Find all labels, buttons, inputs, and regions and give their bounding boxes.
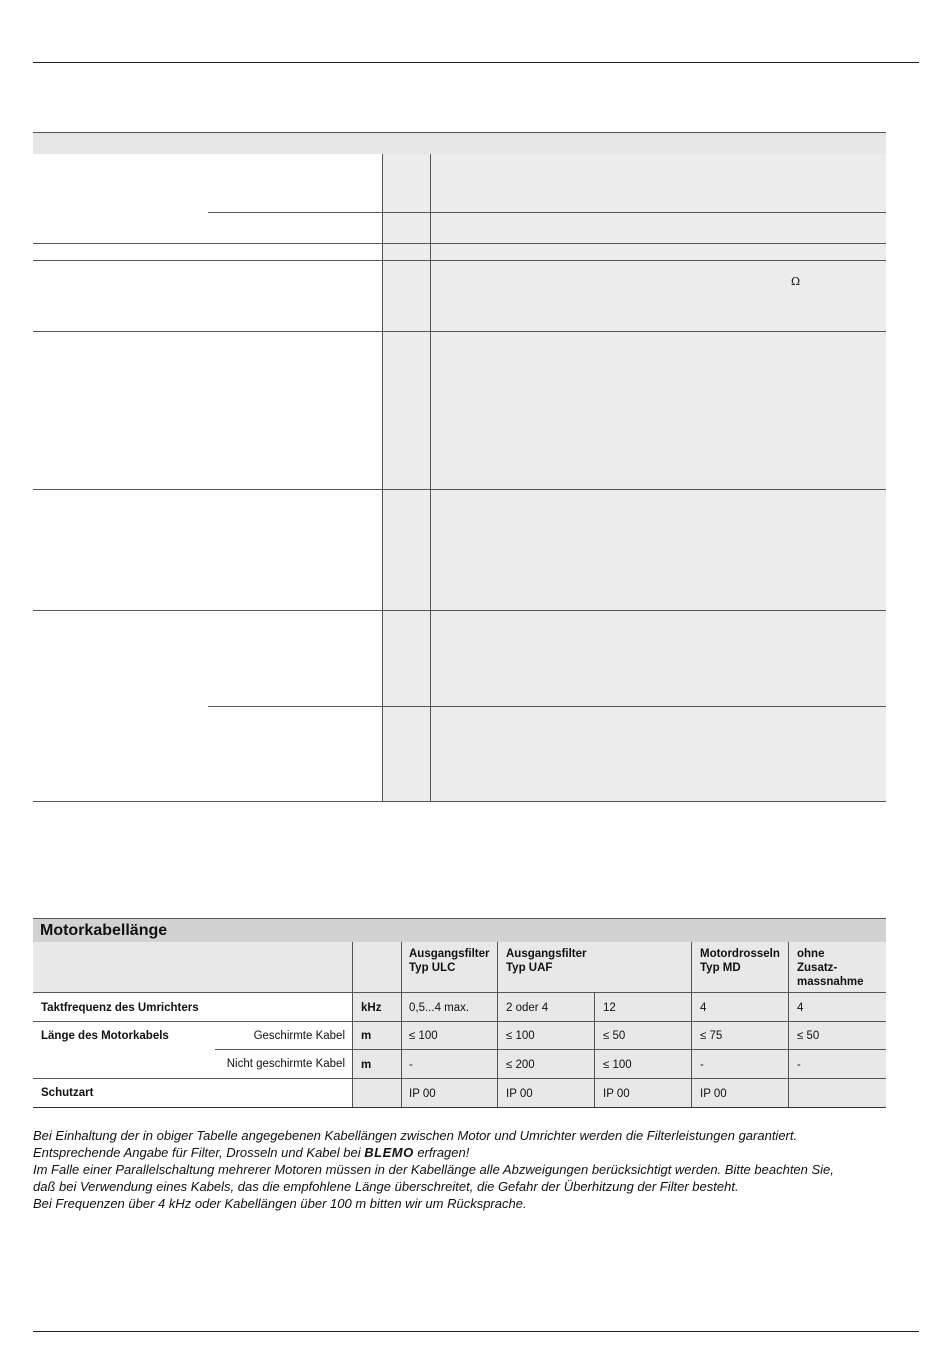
unit-m-nicht: m: [361, 1059, 372, 1071]
spec-table-unit-column: [382, 154, 430, 802]
table-title: Motorkabellänge: [40, 922, 168, 939]
bottom-rule: [33, 1331, 919, 1332]
cell-takt-uaf-b: 12: [603, 1002, 616, 1014]
cell-schutz-md: IP 00: [700, 1088, 727, 1100]
brand-logo: BLEMO: [364, 1145, 414, 1160]
top-rule: [33, 62, 919, 63]
row-label-laenge: Länge des Motorkabels: [41, 1030, 169, 1042]
footnote-line-2: Entsprechende Angabe für Filter, Drosseln und Kabel bei BLEMO erfragen!: [33, 1145, 470, 1160]
header-uaf: Ausgangsfilter Typ UAF: [506, 948, 587, 974]
motor-cable-title-bar: [33, 918, 886, 942]
row-label-taktfrequenz: Taktfrequenz des Umrichters: [41, 1002, 199, 1014]
cell-takt-uaf-a: 2 oder 4: [506, 1002, 549, 1014]
cell-geschirmt-ulc: ≤ 100: [409, 1030, 438, 1042]
footnote-line-1: Bei Einhaltung der in obiger Tabelle angegebenen Kabellängen zwischen Motor und Umrichter werden die Filterleistungen garantiert.: [33, 1128, 798, 1143]
cell-takt-ulc: 0,5...4 max.: [409, 1002, 470, 1014]
cell-nicht-md: -: [700, 1059, 704, 1071]
cell-takt-ohne: 4: [797, 1002, 804, 1014]
spec-table-value-column: [430, 154, 886, 802]
header-md: Motordrosseln Typ MD: [700, 948, 780, 974]
footnote-line-4: daß bei Verwendung eines Kabels, das die empfohlene Länge überschreitet, die Gefahr der Überhitzung der Filter besteht.: [33, 1179, 739, 1194]
spec-table: [33, 132, 886, 802]
cell-nicht-uaf-b: ≤ 100: [603, 1059, 632, 1071]
footnote-line-5: Bei Frequenzen über 4 kHz oder Kabellängen über 100 m bitten wir um Rücksprache.: [33, 1196, 527, 1211]
cell-schutz-uaf-b: IP 00: [603, 1088, 630, 1100]
cell-takt-md: 4: [700, 1002, 707, 1014]
motor-cable-table: [33, 918, 886, 1108]
cell-nicht-ulc: -: [409, 1059, 413, 1071]
spec-table-header: [33, 132, 886, 154]
sublabel-geschirmt: Geschirmte Kabel: [253, 1030, 345, 1042]
row-label-schutzart: Schutzart: [41, 1087, 94, 1099]
header-ohne: ohne Zusatz- massnahme: [797, 948, 864, 988]
cell-nicht-ohne: -: [797, 1059, 801, 1071]
cell-geschirmt-md: ≤ 75: [700, 1030, 723, 1042]
cell-geschirmt-uaf-b: ≤ 50: [603, 1030, 626, 1042]
cell-geschirmt-uaf-a: ≤ 100: [506, 1030, 535, 1042]
unit-khz: kHz: [361, 1002, 382, 1014]
cell-nicht-uaf-a: ≤ 200: [506, 1059, 535, 1071]
ohm-symbol: Ω: [791, 275, 801, 288]
unit-m-geschirmt: m: [361, 1030, 372, 1042]
sublabel-nicht-geschirmt: Nicht geschirmte Kabel: [226, 1058, 345, 1070]
cell-schutz-ulc: IP 00: [409, 1088, 436, 1100]
cell-geschirmt-ohne: ≤ 50: [797, 1030, 820, 1042]
footnote-line-3: Im Falle einer Parallelschaltung mehrerer Motoren müssen in der Kabellänge alle Abzweigungen berücksichtigt werden. Bitte beachten Sie,: [33, 1162, 834, 1177]
header-ulc: Ausgangsfilter Typ ULC: [409, 948, 490, 974]
cell-schutz-uaf-a: IP 00: [506, 1088, 533, 1100]
